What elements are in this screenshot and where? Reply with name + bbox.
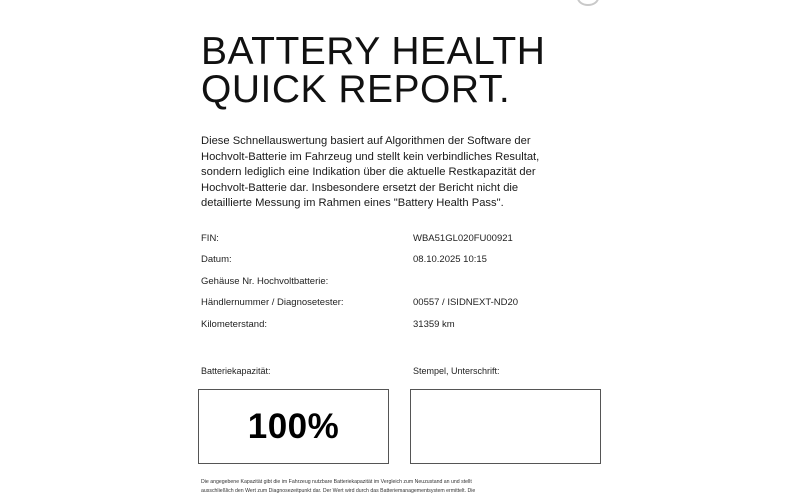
intro-line: Diese Schnellauswertung basiert auf Algorithmen der Software der [201, 135, 531, 147]
fin-value: WBA51GL020FU00921 [413, 233, 513, 244]
info-row-dealer [201, 295, 601, 311]
report-title [201, 30, 546, 111]
title-line-2: QUICK REPORT. [201, 68, 511, 111]
stamp-signature-box [410, 389, 601, 464]
intro-line: sondern lediglich eine Indikation über die aktuelle Restkapazität der [201, 166, 536, 178]
info-row-housing [201, 274, 601, 290]
intro-line: Hochvolt-Batterie dar. Insbesondere ersetzt der Bericht nicht die [201, 181, 519, 194]
stamp-label: Stempel, Unterschrift: [413, 366, 500, 376]
info-row-date [201, 252, 601, 268]
footnote [201, 478, 601, 496]
housing-label: Gehäuse Nr. Hochvoltbatterie: [201, 276, 329, 287]
footnote-line: ausschließlich den Wert zum Diagnosezeitpunkt dar. Der Wert wird durch das Batteriemanagementsystem ermittelt. Die [201, 488, 476, 494]
date-value: 08.10.2025 10:15 [413, 254, 487, 265]
mileage-label: Kilometerstand: [201, 319, 268, 330]
mileage-value: 31359 km [413, 319, 455, 330]
footnote-line: Die angegebene Kapazität gibt die im Fahrzeug nutzbare Batteriekapazität im Vergleich zum Neuzustand an und stellt [201, 479, 472, 485]
intro-paragraph [201, 134, 601, 212]
dealer-label: Händlernummer / Diagnosetester: [201, 297, 344, 308]
intro-line: Hochvolt-Batterie im Fahrzeug und stellt kein verbindliches Resultat, [201, 150, 540, 163]
intro-line: detaillierte Messung im Rahmen eines "Battery Health Pass". [201, 197, 504, 209]
info-row-fin [201, 231, 601, 247]
capacity-box [198, 389, 389, 464]
capacity-value: 100% [247, 406, 340, 446]
close-icon[interactable] [577, 0, 599, 6]
date-label: Datum: [201, 254, 232, 265]
info-row-mileage [201, 317, 601, 333]
dealer-value: 00557 / ISIDNEXT-ND20 [413, 297, 519, 308]
fin-label: FIN: [201, 233, 219, 244]
title-line-1: BATTERY HEALTH [201, 30, 546, 73]
capacity-label: Batteriekapazität: [201, 366, 271, 376]
